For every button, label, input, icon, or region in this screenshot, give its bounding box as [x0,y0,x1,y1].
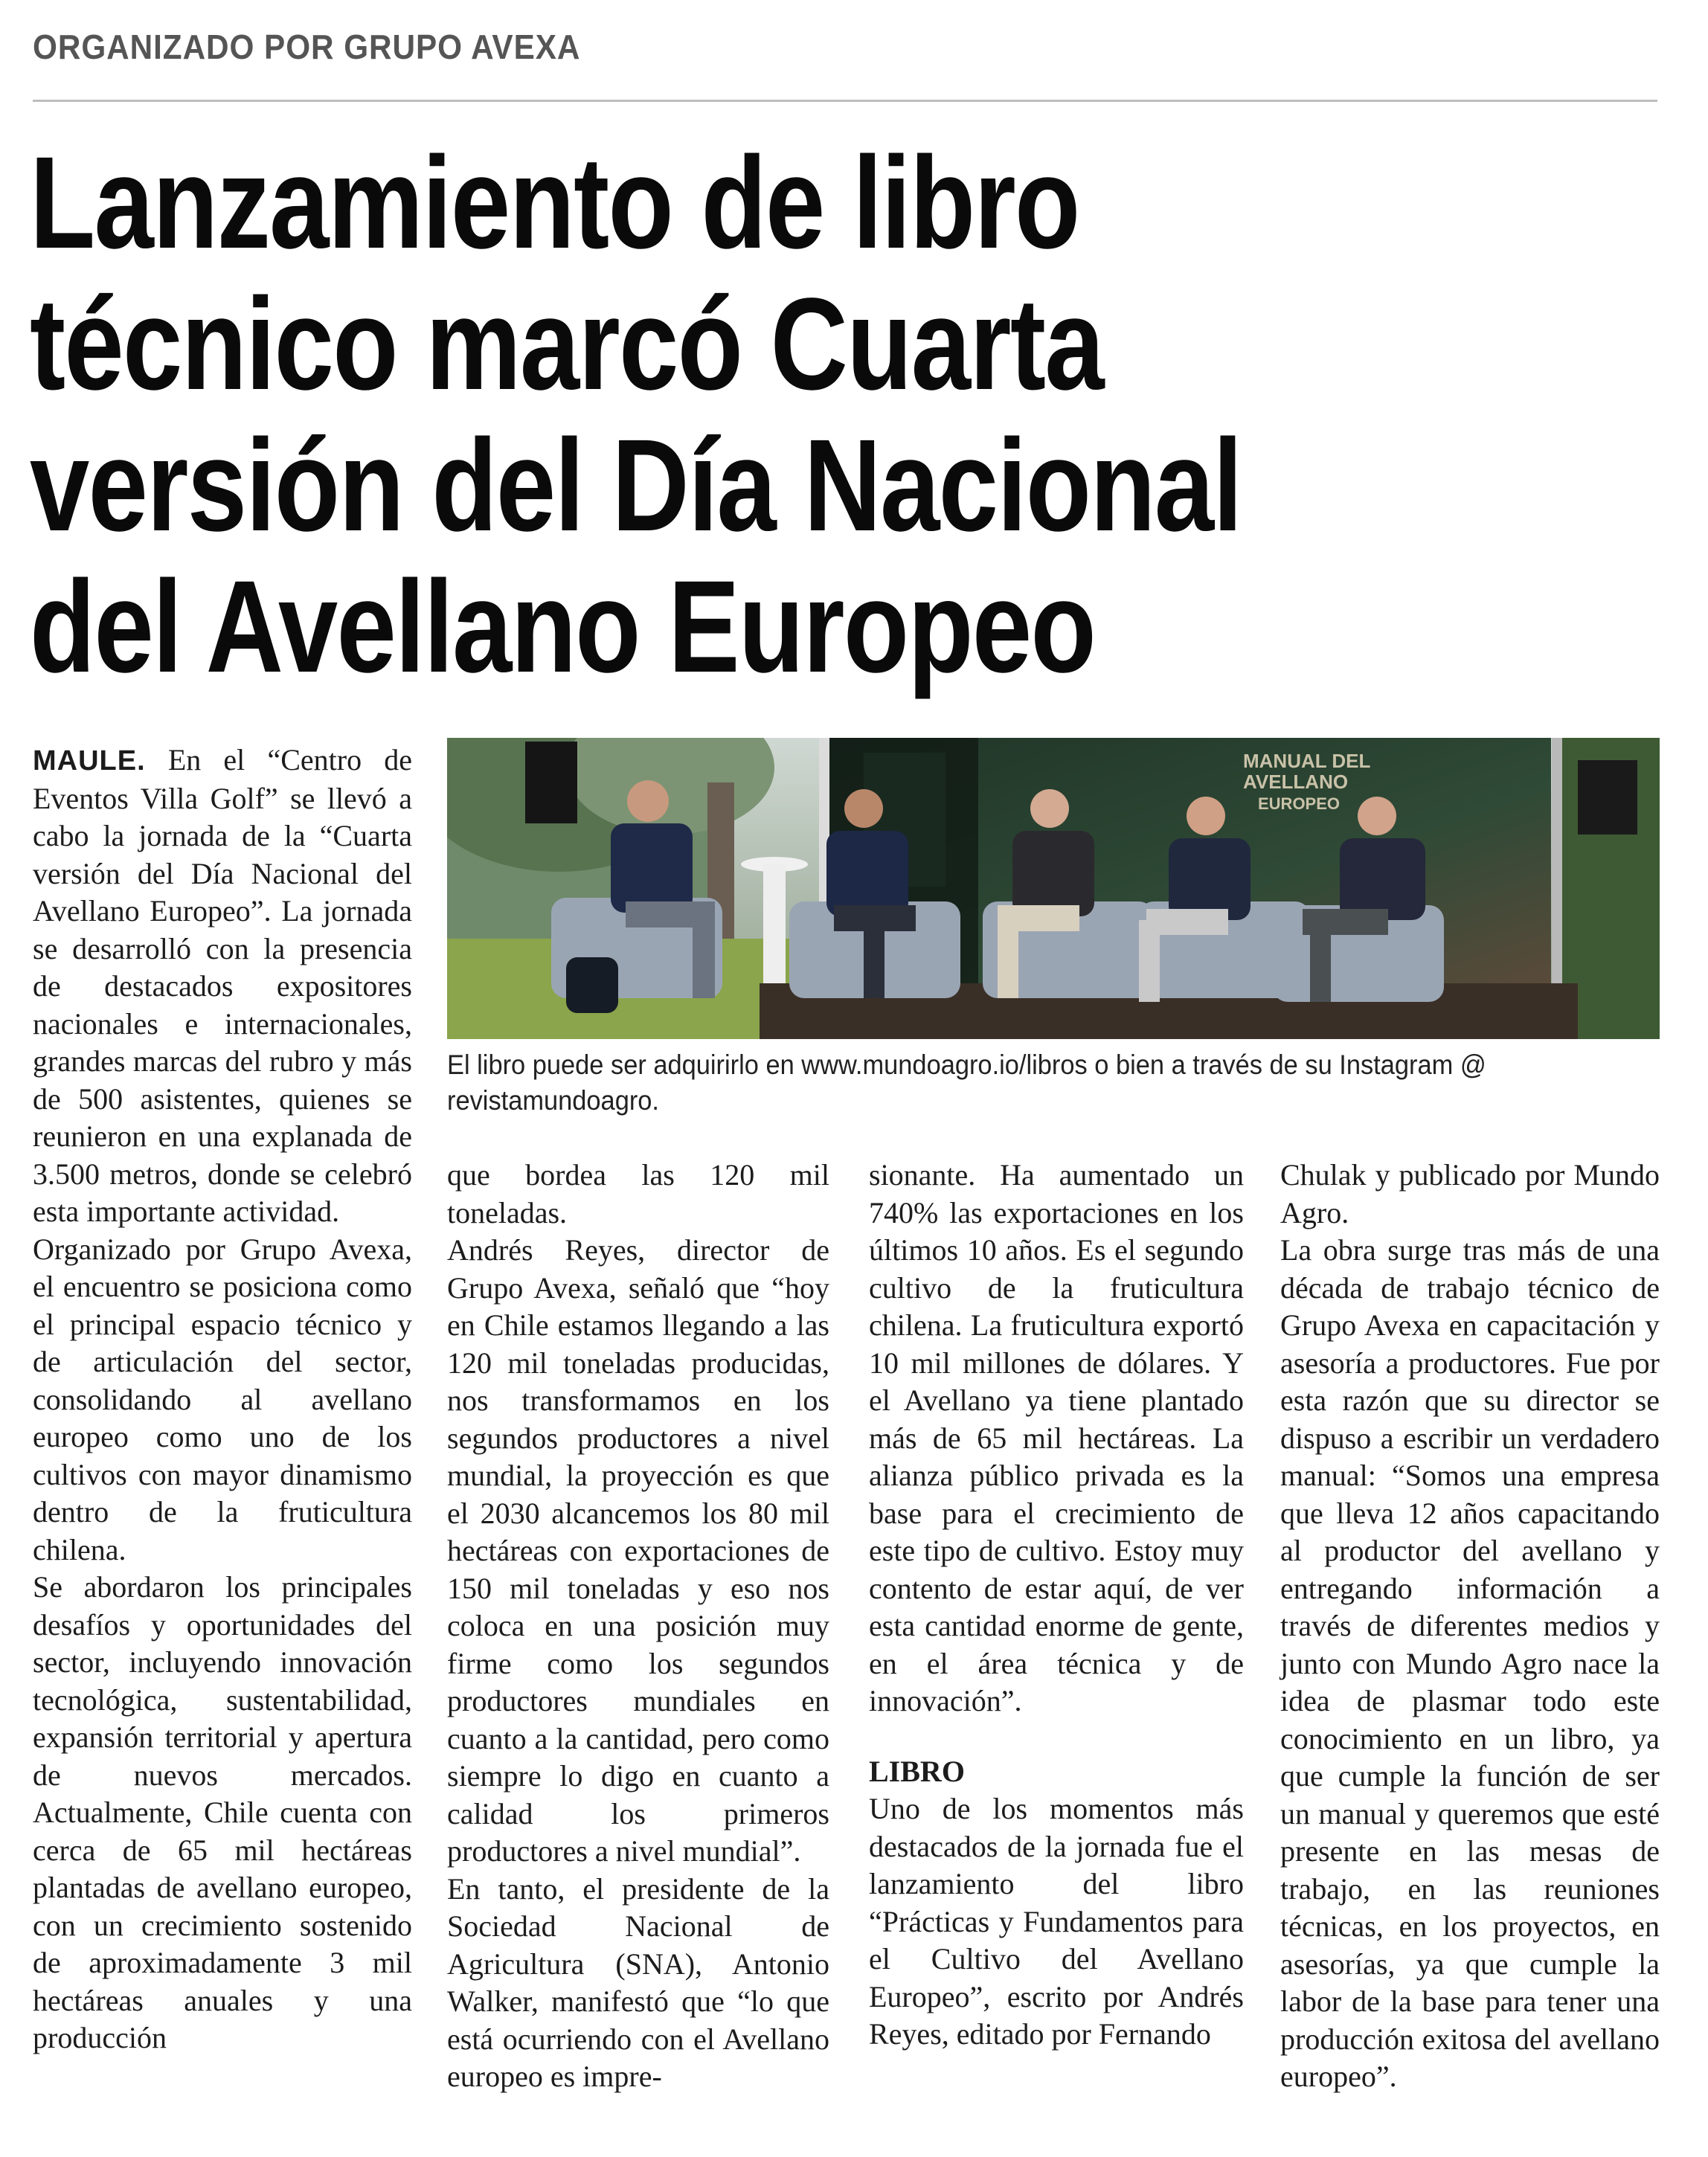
backdrop-title-1: MANUAL DEL [1243,750,1371,772]
paragraph-9: Chulak y publicado por Mundo Agro. [1280,1158,1660,1229]
paragraph-3: Se abordaron los principales desafíos y oportunidades del sector, incluyendo innovación tecnológica, sustentabilidad, expansión territorial y apertura de nuevos mercados. Actualmente, Chile cuenta con cerca de 65 mil hectáreas plantadas de avellano europeo, con un crecimiento sostenido de aproximadamente 3 mil hectáreas anuales y una producción [33,1570,412,2054]
paragraph-4: que bordea las 120 mil toneladas. [447,1158,829,1229]
article-column-2 [447,1157,829,2096]
section-kicker: ORGANIZADO POR GRUPO AVEXA [33,28,581,66]
article-column-3 [869,1157,1244,2054]
subhead-libro: LIBRO [869,1754,965,1788]
backdrop-title-3: EUROPEO [1258,794,1341,813]
headline-line-1: Lanzamiento de libro [30,130,1079,276]
backdrop-title-2: AVELLANO [1243,771,1349,793]
paragraph-1-text: En el “Centro de Eventos Villa Golf” se llevó a cabo la jornada de la “Cuarta versión del Día Nacional del Avellano Europeo”. La jornada se desarrolló con la presencia de destacados expositores nacionales e internacionales, grandes marcas del rubro y más de 500 asistentes, quienes se reunieron en una explanada de 3.500 metros, donde se celebró esta importante actividad. [33,743,412,1228]
paragraph-7: sionante. Ha aumentado un 740% las exportaciones en los últimos 10 años. Es el segundo cultivo de la fruticultura chilena. La fruticultura exportó 10 mil millones de dólares. Y el Avellano ya tiene plantado más de 65 mil hectáreas. La alianza público privada es la base para el crecimiento de este tipo de cultivo. Estoy muy contento de estar aquí, de ver esta cantidad enorme de gente, en el área técnica y de innovación”. [869,1158,1244,1717]
paragraph-8: Uno de los momentos más destacados de la jornada fue el lanzamiento del libro “Prácticas y Fundamentos para el Cultivo del Avellano Europeo”, escrito por Andrés Reyes, editado por Fernando [869,1792,1244,2051]
paragraph-6: En tanto, el presidente de la Sociedad Nacional de Agricultura (SNA), Antonio Walker, manifestó que “lo que está ocurriendo con el Avellano europeo es impre- [447,1871,829,2093]
article-headline [30,132,1443,698]
paragraph-5: Andrés Reyes, director de Grupo Avexa, señaló que “hoy en Chile estamos llegando a las 120 mil toneladas producidas, nos transformamos en los segundos productores a nivel mundial, la proyección es que el 2030 alcancemos los 80 mil hectáreas con exportaciones de 150 mil toneladas y eso nos coloca en una posición muy firme como los segundos productores mundiales en cuanto a la cantidad, pero como siempre lo digo en cuanto a calidad los primeros productores a nivel mundial”. [447,1233,829,1868]
photo-caption: El libro puede ser adquirirlo en www.mundoagro.io/libros o bien a través de su Instagram @ revistamundoagro. [447,1049,1486,1116]
article-column-4 [1280,1157,1660,2096]
headline-line-4: del Avellano Europeo [30,554,1096,700]
dateline: MAULE. [33,745,146,777]
event-photo [447,738,1660,1039]
lead-paragraph [33,742,412,1231]
paragraph-10: La obra surge tras más de una década de trabajo técnico de Grupo Avexa en capacitación y asesoría a productores. Fue por esta razón que su director se dispuso a escribir un verdadero manual: “Somos una empresa que lleva 12 años capacitando al productor del avellano y entregando información a través de diferentes medios y junto con Mundo Agro nace la idea de plasmar todo este conocimiento en un libro, ya que cumple la función de ser un manual y queremos que esté presente en las mesas de trabajo, en las reuniones técnicas, en los proyectos, en asesorías, ya que cumple la labor de la base para tener una producción exitosa del avellano europeo”. [1280,1233,1660,2093]
kicker-divider [33,100,1657,102]
paragraph-2: Organizado por Grupo Avexa, el encuentro se posiciona como el principal espacio técnico y de articulación del sector, consolidando al avellano europeo como uno de los cultivos con mayor dinamismo dentro de la fruticultura chilena. [33,1232,412,1566]
panel-discussion-illustration [447,738,1660,1039]
article-column-1 [33,742,412,2057]
headline-line-3: versión del Día Nacional [30,413,1242,559]
headline-line-2: técnico marcó Cuarta [30,271,1103,417]
